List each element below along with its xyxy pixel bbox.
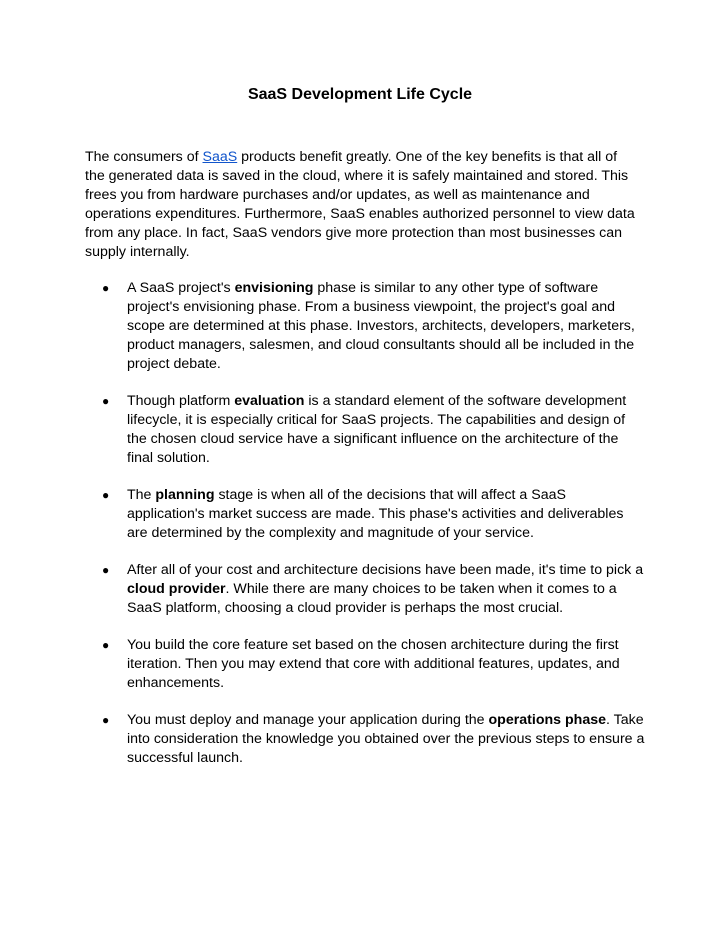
bullet-dot-icon: ● [102,713,110,727]
list-item [85,711,645,768]
bullet-dot-icon: ● [102,638,110,652]
intro-paragraph [85,148,637,262]
bullet-text-after: stage is when all of the decisions that will affect a SaaS application's market success are made. This phase's activities and deliverables are determined by the complexity and magnitude of your service. [127,487,624,541]
bullet-keyword: cloud provider [127,581,226,597]
bullet-text [127,637,620,691]
bullet-text-after: phase is similar to any other type of software project's envisioning phase. From a business viewpoint, the project's goal and scope are determined at this phase. Investors, architects, developers, marketers, product managers, salesmen, and cloud consultants should all be included in the project debate. [127,280,635,372]
bullet-keyword: operations phase [488,712,606,728]
bullet-dot-icon: ● [102,563,110,577]
bullet-text-before: After all of your cost and architecture decisions have been made, it's time to pick a [127,562,644,578]
bullet-text-before: A SaaS project's [127,280,235,296]
document-title: SaaS Development Life Cycle [247,86,473,103]
bullet-text-before: You must deploy and manage your application during the [127,712,489,728]
list-item [85,486,645,543]
list-item [85,392,645,468]
phase-bullet-list [85,279,645,786]
bullet-keyword: evaluation [234,393,305,409]
bullet-dot-icon: ● [102,488,110,502]
bullet-dot-icon: ● [102,394,110,408]
intro-text-before-link: The consumers of [85,149,203,165]
bullet-text-after: . Take into consideration the knowledge you obtained over the previous steps to ensure a successful launch. [127,712,645,766]
bullet-text-after: is a standard element of the software development lifecycle, it is especially critical for SaaS projects. The capabilities and design of the chosen cloud service have a significant influence on the architecture of the final solution. [127,393,627,466]
list-item [85,561,645,618]
bullet-keyword: planning [155,487,215,503]
bullet-text [127,393,626,466]
bullet-text [127,562,643,616]
bullet-dot-icon: ● [102,281,110,295]
bullet-text [127,712,644,766]
intro-text-after-link: products benefit greatly. One of the key benefits is that all of the generated data is saved in the cloud, where it is safely maintained and stored. This frees you from hardware purchases and/or updates, as well as maintenance and operations expenditures. Furthermore, SaaS enables authorized personnel to view data from any place. In fact, SaaS vendors give more protection than most businesses can supply internally. [85,149,635,260]
list-item [85,636,645,693]
bullet-text [127,280,635,372]
bullet-text-before: You build the core feature set based on the chosen architecture during the first iteration. Then you may extend that core with additional features, updates, and enhancements. [127,637,620,691]
bullet-keyword: envisioning [234,280,314,296]
bullet-text-before: Though platform [127,393,235,409]
bullet-text-before: The [127,487,156,503]
saas-link[interactable]: SaaS [202,149,238,165]
list-item [85,279,645,374]
bullet-text-after: . While there are many choices to be taken when it comes to a SaaS platform, choosing a cloud provider is perhaps the most crucial. [127,581,617,616]
bullet-text [127,487,623,541]
